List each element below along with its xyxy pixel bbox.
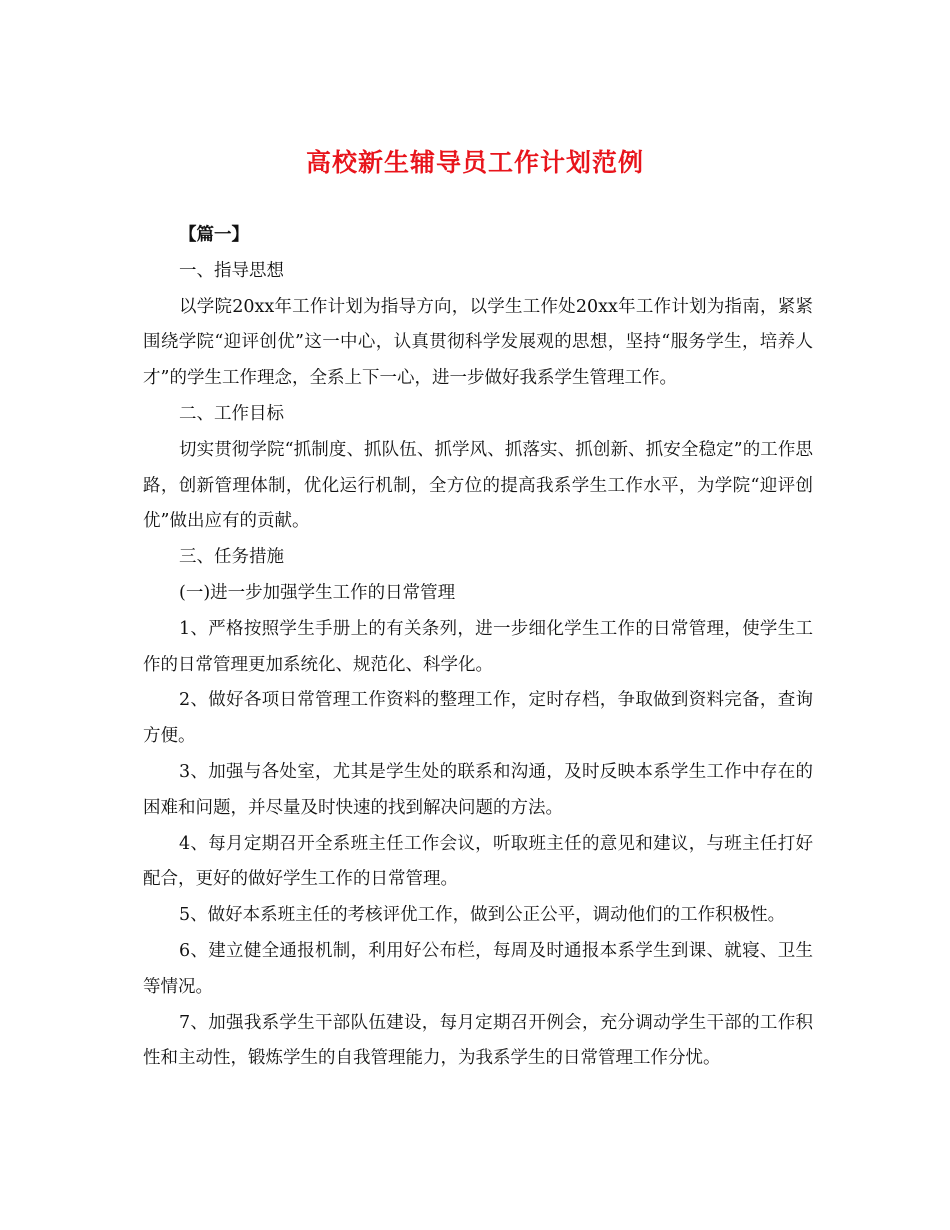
document-body xyxy=(143,218,813,1077)
heading-guiding-thought: 一、指导思想 xyxy=(179,260,284,281)
list-item-1: 1、严格按照学生手册上的有关条列，进一步细化学生工作的日常管理，使学生工作的日常管理更加系统化、规范化、科学化。 xyxy=(143,618,813,675)
paragraph-guiding-thought: 以学院20xx年工作计划为指导方向，以学生工作处20xx年工作计划为指南，紧紧围绕学院“迎评创优”这一中心，认真贯彻科学发展观的思想，坚持“服务学生，培养人才”的学生工作理念，全系上下一心，进一步做好我系学生管理工作。 xyxy=(143,296,813,389)
document-title: 高校新生辅导员工作计划范例 xyxy=(305,148,644,177)
list-item-5: 5、做好本系班主任的考核评优工作，做到公正公平，调动他们的工作积极性。 xyxy=(179,905,786,926)
heading-task-measures: 三、任务措施 xyxy=(179,547,284,568)
subheading-daily-management: (一)进一步加强学生工作的日常管理 xyxy=(179,582,456,603)
paragraph-work-goals: 切实贯彻学院“抓制度、抓队伍、抓学风、抓落实、抓创新、抓安全稳定”的工作思路，创新管理体制，优化运行机制，全方位的提高我系学生工作水平，为学院“迎评创优”做出应有的贡献。 xyxy=(143,439,813,532)
list-item-6: 6、建立健全通报机制，利用好公布栏，每周及时通报本系学生到课、就寝、卫生等情况。 xyxy=(143,940,813,997)
section-marker: 【篇一】 xyxy=(179,225,249,245)
heading-work-goals: 二、工作目标 xyxy=(179,403,284,424)
list-item-7: 7、加强我系学生干部队伍建设，每月定期召开例会，充分调动学生干部的工作积性和主动性，锻炼学生的自我管理能力，为我系学生的日常管理工作分忧。 xyxy=(143,1012,813,1069)
list-item-4: 4、每月定期召开全系班主任工作会议，听取班主任的意见和建议，与班主任打好配合，更好的做好学生工作的日常管理。 xyxy=(143,833,813,890)
list-item-3: 3、加强与各处室，尤其是学生处的联系和沟通，及时反映本系学生工作中存在的困难和问题，并尽量及时快速的找到解决问题的方法。 xyxy=(143,761,813,818)
list-item-2: 2、做好各项日常管理工作资料的整理工作，定时存档，争取做到资料完备，查询方便。 xyxy=(143,690,813,747)
